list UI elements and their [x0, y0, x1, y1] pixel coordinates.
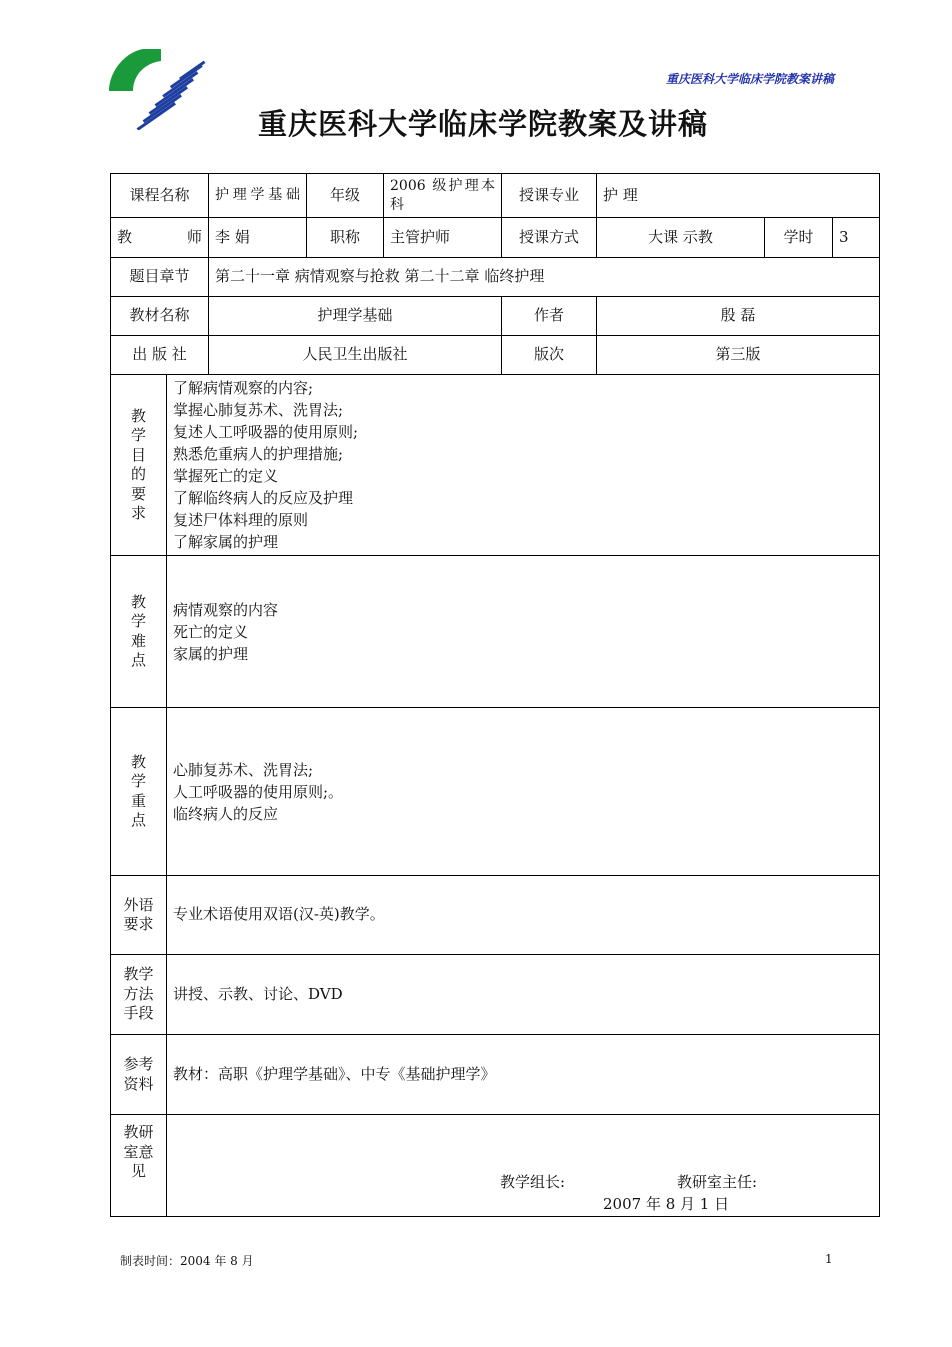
major-label: 授课专业 [502, 174, 597, 218]
key-points-content [167, 708, 880, 876]
job-title-value: 主管护师 [384, 218, 502, 258]
teaching-method-label: 授课方式 [502, 218, 597, 258]
language-value: 专业术语使用双语(汉-英)教学。 [167, 876, 880, 955]
list-item: 复述人工呼吸器的使用原则; [173, 423, 359, 441]
list-item: 死亡的定义 [173, 622, 249, 641]
list-item: 了解家属的护理 [173, 533, 279, 551]
hours-value: 3 [833, 218, 880, 258]
list-item: 熟悉危重病人的护理措施; [173, 445, 344, 463]
signature-date: 2007 年 8 月 1 日 [603, 1195, 730, 1213]
language-label: 外语 要求 [111, 876, 167, 955]
group-leader-label: 教学组长: [500, 1173, 566, 1191]
list-item: 了解临终病人的反应及护理 [173, 489, 354, 507]
methods-value: 讲授、示教、讨论、DVD [167, 955, 880, 1035]
lesson-plan-table [110, 173, 880, 1217]
course-name-value: 护理学基础 [209, 174, 307, 218]
opinion-content [167, 1115, 880, 1217]
course-name-label: 课程名称 [111, 174, 209, 218]
grade-label: 年级 [307, 174, 384, 218]
difficulties-label: 教 学 难 点 [111, 556, 167, 708]
opinion-label: 教研 室意 见 [111, 1115, 167, 1217]
list-item: 掌握心肺复苏术、洗胃法; [173, 401, 344, 419]
list-item: 病情观察的内容 [173, 600, 279, 619]
objectives-content [167, 375, 880, 556]
author-value: 殷 磊 [597, 297, 880, 336]
footer-made-time: 制表时间：2004 年 8 月 [120, 1254, 254, 1268]
list-item: 人工呼吸器的使用原则;。 [173, 782, 344, 801]
author-label: 作者 [502, 297, 597, 336]
references-value: 教材：高职《护理学基础》、中专《基础护理学》 [167, 1035, 880, 1115]
list-item: 家属的护理 [173, 644, 249, 663]
job-title-label: 职称 [307, 218, 384, 258]
list-item: 复述尸体料理的原则 [173, 511, 309, 529]
teacher-label: 教 师 [111, 218, 209, 258]
difficulties-content [167, 556, 880, 708]
publisher-label: 出 版 社 [111, 336, 209, 375]
list-item: 心肺复苏术、洗胃法; [173, 760, 314, 779]
major-value: 护 理 [597, 174, 880, 218]
textbook-value: 护理学基础 [209, 297, 502, 336]
edition-value: 第三版 [597, 336, 880, 375]
director-label: 教研室主任: [677, 1173, 758, 1191]
publisher-value: 人民卫生出版社 [209, 336, 502, 375]
references-label: 参考 资料 [111, 1035, 167, 1115]
teacher-value: 李 娟 [209, 218, 307, 258]
hospital-logo-icon [103, 45, 218, 130]
objectives-label: 教 学 目 的 要 求 [111, 375, 167, 556]
edition-label: 版次 [502, 336, 597, 375]
list-item: 临终病人的反应 [173, 804, 279, 823]
page-number: 1 [825, 1252, 833, 1266]
chapter-label: 题目章节 [111, 258, 209, 297]
teaching-method-value: 大课 示教 [597, 218, 765, 258]
methods-label: 教学 方法 手段 [111, 955, 167, 1035]
key-points-label: 教 学 重 点 [111, 708, 167, 876]
list-item: 了解病情观察的内容; [173, 379, 314, 397]
document-title: 重庆医科大学临床学院教案及讲稿 [258, 107, 709, 141]
textbook-label: 教材名称 [111, 297, 209, 336]
chapter-value: 第二十一章 病情观察与抢救 第二十二章 临终护理 [209, 258, 880, 297]
grade-value: 2006 级护理本科 [384, 174, 502, 218]
list-item: 掌握死亡的定义 [173, 467, 279, 485]
header-note: 重庆医科大学临床学院教案讲稿 [665, 72, 834, 86]
hours-label: 学时 [765, 218, 833, 258]
